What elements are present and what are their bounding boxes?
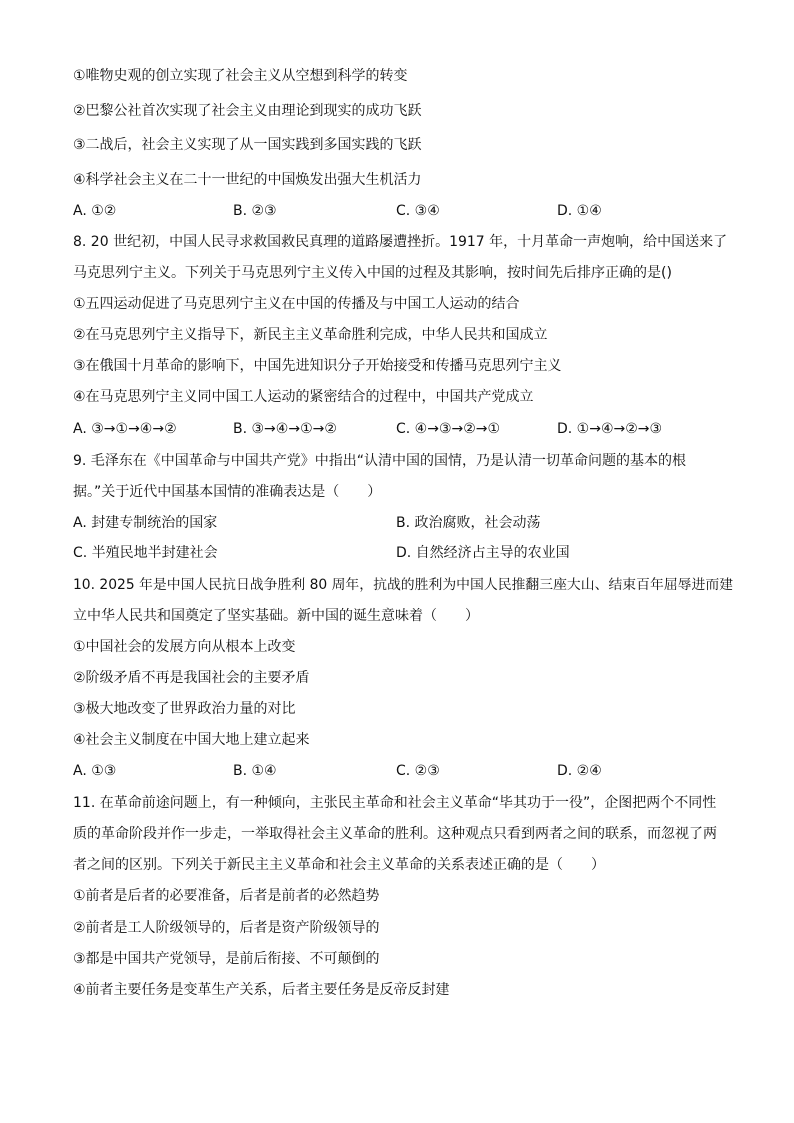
q10-item-1: ①中国社会的发展方向从根本上改变 [73, 639, 296, 655]
q10-item-2: ②阶级矛盾不再是我国社会的主要矛盾 [73, 670, 310, 686]
q8-option-d: D. ①→④→②→③ [557, 421, 663, 437]
q7-item-4: ④科学社会主义在二十一世纪的中国焕发出强大生机活力 [73, 172, 422, 188]
q10-option-b: B. ①④ [233, 763, 277, 779]
q11-stem-line-3: 者之间的区别。下列关于新民主主义革命和社会主义革命的关系表述正确的是（ ） [73, 857, 605, 873]
q8-item-3: ③在俄国十月革命的影响下，中国先进知识分子开始接受和传播马克思列宁主义 [73, 358, 562, 374]
q11-item-2: ②前者是工人阶级领导的，后者是资产阶级领导的 [73, 920, 380, 936]
q8-item-2: ②在马克思列宁主义指导下，新民主主义革命胜利完成，中华人民共和国成立 [73, 327, 548, 343]
q10-item-4: ④社会主义制度在中国大地上建立起来 [73, 732, 310, 748]
q7-item-1: ①唯物史观的创立实现了社会主义从空想到科学的转变 [73, 68, 408, 84]
q7-option-c: C. ③④ [396, 203, 440, 219]
q9-option-c: C. 半殖民地半封建社会 [73, 545, 218, 561]
q10-option-d: D. ②④ [557, 763, 602, 779]
q10-stem-line-2: 立中华人民共和国奠定了坚实基础。新中国的诞生意味着（ ） [73, 608, 479, 624]
q9-option-d: D. 自然经济占主导的农业国 [396, 545, 570, 561]
q8-option-c: C. ④→③→②→① [396, 421, 501, 437]
q7-item-2: ②巴黎公社首次实现了社会主义由理论到现实的成功飞跃 [73, 103, 422, 119]
q8-item-1: ①五四运动促进了马克思列宁主义在中国的传播及与中国工人运动的结合 [73, 296, 520, 312]
q9-stem-line-1: 9. 毛泽东在《中国革命与中国共产党》中指出“认清中国的国情，乃是认清一切革命问题的基本的根 [73, 453, 687, 469]
q11-item-1: ①前者是后者的必要准备，后者是前者的必然趋势 [73, 888, 380, 904]
q9-option-b: B. 政治腐败，社会动荡 [396, 515, 541, 531]
q8-stem-line-1: 8. 20 世纪初，中国人民寻求救国救民真理的道路屡遭挫折。1917 年，十月革命一声炮响，给中国送来了 [73, 234, 728, 250]
q8-option-b: B. ③→④→①→② [233, 421, 337, 437]
q7-item-3: ③二战后，社会主义实现了从一国实践到多国实践的飞跃 [73, 137, 422, 153]
q7-option-b: B. ②③ [233, 203, 277, 219]
q10-option-c: C. ②③ [396, 763, 440, 779]
q8-option-a: A. ③→①→④→② [73, 421, 177, 437]
q11-item-3: ③都是中国共产党领导，是前后衔接、不可颠倒的 [73, 951, 380, 967]
q10-stem-line-1: 10. 2025 年是中国人民抗日战争胜利 80 周年，抗战的胜利为中国人民推翻三座大山、结束百年屈辱进而建 [73, 577, 734, 593]
q8-stem-line-2: 马克思列宁主义。下列关于马克思列宁主义传入中国的过程及其影响，按时间先后排序正确的是() [73, 265, 672, 281]
q10-item-3: ③极大地改变了世界政治力量的对比 [73, 701, 296, 717]
q7-option-d: D. ①④ [557, 203, 602, 219]
q8-item-4: ④在马克思列宁主义同中国工人运动的紧密结合的过程中，中国共产党成立 [73, 389, 534, 405]
q11-item-4: ④前者主要任务是变革生产关系，后者主要任务是反帝反封建 [73, 982, 450, 998]
q11-stem-line-1: 11. 在革命前途问题上，有一种倾向，主张民主革命和社会主义革命“毕其功于一役”，企图把两个不同性 [73, 795, 717, 811]
q9-stem-line-2: 据。”关于近代中国基本国情的准确表达是（ ） [73, 484, 382, 500]
q7-option-a: A. ①② [73, 203, 117, 219]
q9-option-a: A. 封建专制统治的国家 [73, 515, 218, 531]
q11-stem-line-2: 质的革命阶段并作一步走，一举取得社会主义革命的胜利。这种观点只看到两者之间的联系，而忽视了两 [73, 826, 717, 842]
q10-option-a: A. ①③ [73, 763, 117, 779]
